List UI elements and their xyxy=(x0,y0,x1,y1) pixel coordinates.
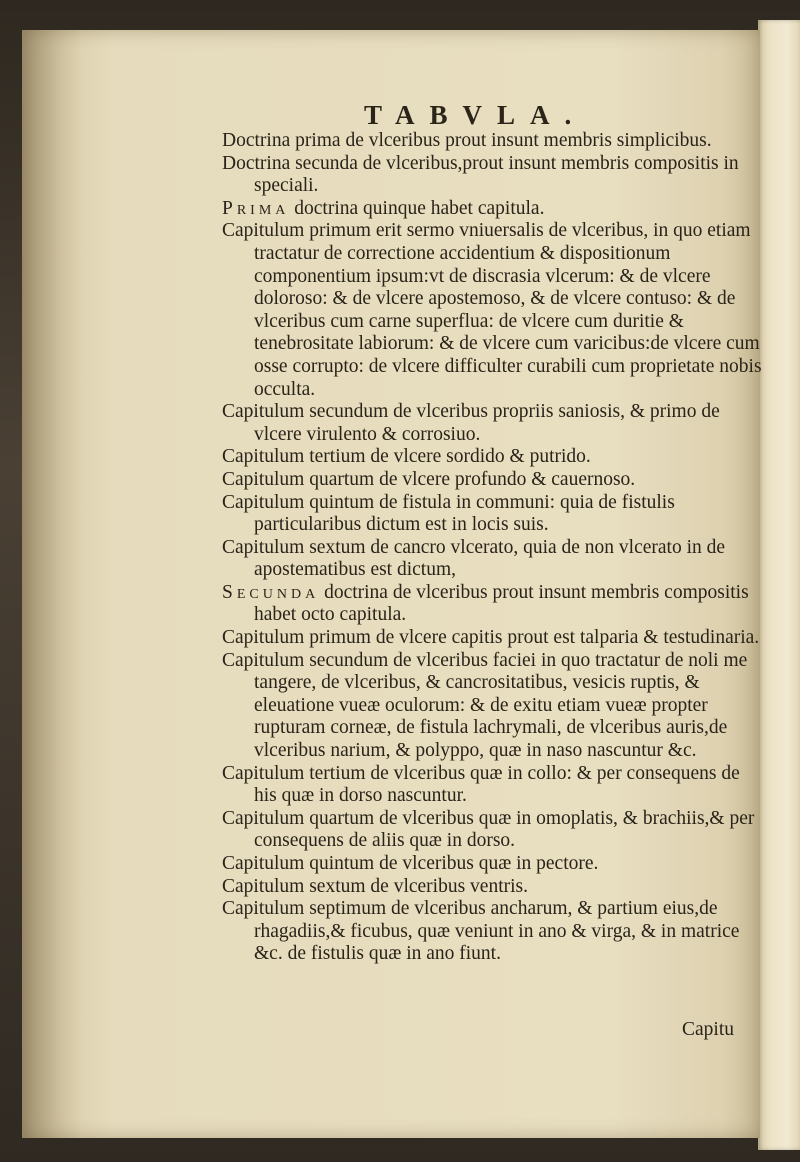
toc-entry: Capitulum secundum de vlceribus faciei in quo tractatur de noli me tangere, de vlceribus, & cancrositatibus, vesicis ruptis, & eleuatione vueæ oculorum: & de exitu etiam vueæ propter rupturam corneæ, de fistula lachrymali, de vlceribus auris,de vlceribus narium, & polyppo, quæ in naso nascuntur &c. xyxy=(222,649,748,762)
catchword: Capitu xyxy=(682,1019,734,1040)
small-caps-word: Prima xyxy=(222,197,290,219)
toc-entry: Secunda doctrina de vlceribus prout insunt membris compositis habet octo capitula. xyxy=(222,581,749,626)
toc-entry: Capitulum sextum de vlceribus ventris. xyxy=(222,875,528,897)
toc-entry: Capitulum septimum de vlceribus ancharum, & partium eius,de rhagadiis,& ficubus, quæ veniunt in ano & virga, & in matrice &c. de fistulis quæ in ano fiunt. xyxy=(222,898,740,965)
running-title: TABVLA. xyxy=(364,100,587,130)
toc-entry: Capitulum secundum de vlceribus propriis saniosis, & primo de vlcere virulento & corrosiuo. xyxy=(222,401,720,445)
toc-entry: Capitulum quartum de vlceribus quæ in omoplatis, & brachiis,& per consequens de aliis quæ in dorso. xyxy=(222,807,755,852)
toc-entry: Capitulum primum de vlcere capitis prout est talparia & testudinaria. xyxy=(222,627,760,649)
facing-page-edge xyxy=(758,20,800,1150)
toc-entry: Capitulum quartum de vlcere profundo & cauernoso. xyxy=(222,468,636,490)
toc-entry: Capitulum quintum de vlceribus quæ in pectore. xyxy=(222,853,599,874)
toc-entry: Prima doctrina quinque habet capitula. xyxy=(222,197,545,219)
table-of-contents xyxy=(222,130,762,966)
toc-entry: Doctrina prima de vlceribus prout insunt membris simplicibus. xyxy=(222,130,712,151)
toc-entry: Capitulum primum erit sermo vniuersalis de vlceribus, in quo etiam tractatur de correctione accidentium & dispositionum componentium ipsum:vt de discrasia vlcerum: & de vlcere doloroso: & de vlcere apostemoso, & de vlcere contuso: & de vlceribus cum carne superflua: de vlcere cum duritie & tenebrositate labiorum: & de vlcere cum varicibus:de vlcere cum osse corrupto: de vlcere difficulter curabili cum proprietate nobis occulta. xyxy=(222,220,762,400)
toc-entry: Capitulum quintum de fistula in communi: quia de fistulis particularibus dictum est in locis suis. xyxy=(222,491,675,536)
toc-entry: Capitulum tertium de vlceribus quæ in collo: & per consequens de his quæ in dorso nascuntur. xyxy=(222,762,740,807)
small-caps-word: Secunda xyxy=(222,581,320,603)
gutter-shadow xyxy=(22,30,82,1138)
toc-entry: Capitulum tertium de vlcere sordido & putrido. xyxy=(222,446,591,468)
toc-entry: Doctrina secunda de vlceribus,prout insunt membris compositis in speciali. xyxy=(222,152,739,197)
toc-entry: Capitulum sextum de cancro vlcerato, quia de non vlcerato in de apostematibus est dictum, xyxy=(222,536,726,581)
